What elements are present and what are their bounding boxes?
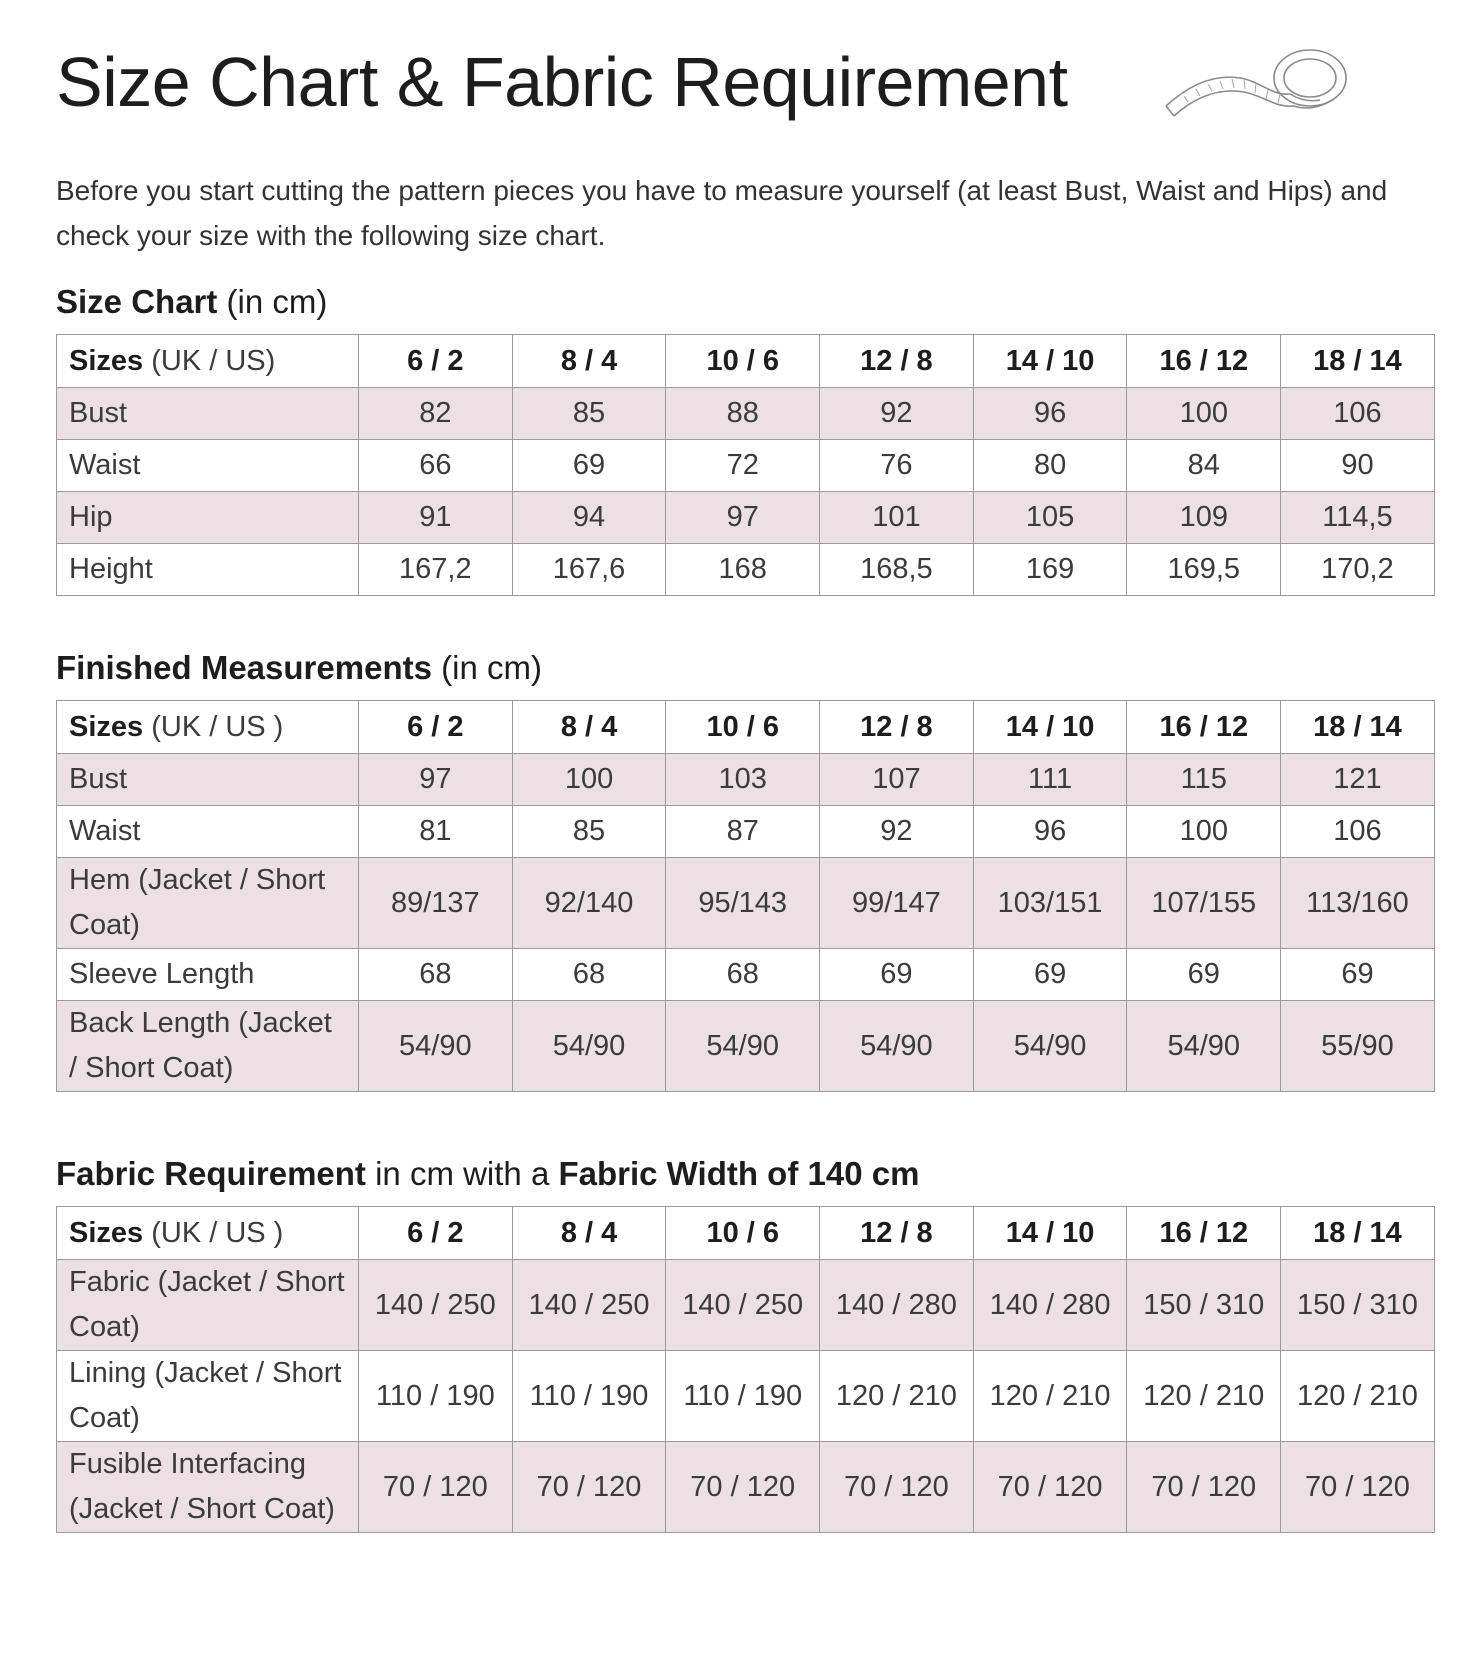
table-cell: 110 / 190 bbox=[666, 1351, 820, 1442]
table-cell: 168 bbox=[666, 544, 820, 596]
table-cell: 96 bbox=[973, 388, 1127, 440]
table-cell: 54/90 bbox=[1127, 1001, 1281, 1092]
size-header-cell: 18 / 14 bbox=[1281, 701, 1435, 754]
table-cell: 70 / 120 bbox=[1281, 1442, 1435, 1533]
row-label: Back Length (Jacket / Short Coat) bbox=[57, 1001, 359, 1092]
table-row bbox=[57, 1351, 1435, 1442]
table-row bbox=[57, 949, 1435, 1001]
table-cell: 107 bbox=[820, 754, 974, 806]
finished-heading-bold: Finished Measurements bbox=[56, 649, 432, 686]
table-cell: 100 bbox=[1127, 806, 1281, 858]
table-cell: 107/155 bbox=[1127, 858, 1281, 949]
table-cell: 69 bbox=[1281, 949, 1435, 1001]
table-cell: 140 / 280 bbox=[973, 1260, 1127, 1351]
table-cell: 120 / 210 bbox=[1127, 1351, 1281, 1442]
row-label: Waist bbox=[57, 440, 359, 492]
table-cell: 70 / 120 bbox=[359, 1442, 513, 1533]
fabric-heading-mid: in cm with a bbox=[365, 1155, 559, 1192]
size-header-cell: 14 / 10 bbox=[973, 335, 1127, 388]
sizes-header-cell bbox=[57, 335, 359, 388]
size-header-cell: 14 / 10 bbox=[973, 701, 1127, 754]
size-header-cell: 12 / 8 bbox=[820, 1207, 974, 1260]
table-cell: 81 bbox=[359, 806, 513, 858]
table-cell: 169 bbox=[973, 544, 1127, 596]
row-label: Fabric (Jacket / Short Coat) bbox=[57, 1260, 359, 1351]
table-cell: 111 bbox=[973, 754, 1127, 806]
fabric-heading-width: Fabric Width of 140 cm bbox=[558, 1155, 920, 1192]
table-cell: 54/90 bbox=[359, 1001, 513, 1092]
table-cell: 140 / 250 bbox=[666, 1260, 820, 1351]
table-cell: 97 bbox=[359, 754, 513, 806]
table-cell: 110 / 190 bbox=[359, 1351, 513, 1442]
size-chart-table bbox=[56, 334, 1435, 596]
row-label: Bust bbox=[57, 388, 359, 440]
size-header-cell: 12 / 8 bbox=[820, 335, 974, 388]
size-chart-heading-unit: (in cm) bbox=[217, 283, 328, 320]
table-cell: 168,5 bbox=[820, 544, 974, 596]
table-row bbox=[57, 1442, 1435, 1533]
table-cell: 99/147 bbox=[820, 858, 974, 949]
table-cell: 69 bbox=[1127, 949, 1281, 1001]
sizes-header-unit: (UK / US ) bbox=[143, 710, 284, 743]
sizes-header-label: Sizes bbox=[69, 1216, 144, 1249]
sizes-header-label: Sizes bbox=[69, 344, 144, 377]
finished-measurements-table bbox=[56, 700, 1435, 1092]
table-cell: 167,2 bbox=[359, 544, 513, 596]
table-cell: 85 bbox=[512, 806, 666, 858]
size-header-cell: 8 / 4 bbox=[512, 1207, 666, 1260]
table-cell: 150 / 310 bbox=[1281, 1260, 1435, 1351]
table-cell: 54/90 bbox=[973, 1001, 1127, 1092]
table-row bbox=[57, 1260, 1435, 1351]
table-cell: 121 bbox=[1281, 754, 1435, 806]
size-header-cell: 12 / 8 bbox=[820, 701, 974, 754]
table-cell: 70 / 120 bbox=[666, 1442, 820, 1533]
size-header-cell: 10 / 6 bbox=[666, 701, 820, 754]
header-row bbox=[57, 335, 1435, 388]
table-cell: 101 bbox=[820, 492, 974, 544]
table-cell: 91 bbox=[359, 492, 513, 544]
table-cell: 68 bbox=[359, 949, 513, 1001]
table-cell: 70 / 120 bbox=[1127, 1442, 1281, 1533]
size-header-cell: 6 / 2 bbox=[359, 1207, 513, 1260]
table-cell: 114,5 bbox=[1281, 492, 1435, 544]
intro-text: Before you start cutting the pattern pieces you have to measure yourself (at least Bust, Waist and Hips) and check your size with the following size chart. bbox=[56, 175, 1388, 251]
header-row bbox=[57, 1207, 1435, 1260]
table-cell: 120 / 210 bbox=[820, 1351, 974, 1442]
finished-heading-unit: (in cm) bbox=[431, 649, 542, 686]
table-cell: 106 bbox=[1281, 806, 1435, 858]
size-header-cell: 10 / 6 bbox=[666, 335, 820, 388]
table-cell: 106 bbox=[1281, 388, 1435, 440]
table-cell: 90 bbox=[1281, 440, 1435, 492]
row-label: Bust bbox=[57, 754, 359, 806]
sizes-header-cell bbox=[57, 701, 359, 754]
size-header-cell: 16 / 12 bbox=[1127, 701, 1281, 754]
size-header-cell: 18 / 14 bbox=[1281, 335, 1435, 388]
table-cell: 72 bbox=[666, 440, 820, 492]
size-chart-heading-bold: Size Chart bbox=[56, 283, 218, 320]
table-cell: 100 bbox=[512, 754, 666, 806]
table-cell: 167,6 bbox=[512, 544, 666, 596]
table-cell: 89/137 bbox=[359, 858, 513, 949]
table-cell: 100 bbox=[1127, 388, 1281, 440]
table-row bbox=[57, 544, 1435, 596]
page-title: Size Chart & Fabric Requirement bbox=[56, 43, 1068, 121]
table-cell: 80 bbox=[973, 440, 1127, 492]
table-cell: 110 / 190 bbox=[512, 1351, 666, 1442]
size-header-cell: 16 / 12 bbox=[1127, 335, 1281, 388]
table-cell: 84 bbox=[1127, 440, 1281, 492]
table-row bbox=[57, 858, 1435, 949]
table-cell: 140 / 250 bbox=[359, 1260, 513, 1351]
table-cell: 54/90 bbox=[512, 1001, 666, 1092]
table-cell: 115 bbox=[1127, 754, 1281, 806]
finished-measurements-heading bbox=[56, 648, 542, 688]
sizes-header-unit: (UK / US) bbox=[143, 344, 276, 377]
table-cell: 54/90 bbox=[820, 1001, 974, 1092]
table-row bbox=[57, 440, 1435, 492]
row-label: Fusible Interfacing (Jacket / Short Coat) bbox=[57, 1442, 359, 1533]
table-cell: 103 bbox=[666, 754, 820, 806]
row-label: Sleeve Length bbox=[57, 949, 359, 1001]
measuring-tape-icon bbox=[1160, 44, 1350, 126]
size-header-cell: 6 / 2 bbox=[359, 335, 513, 388]
table-cell: 70 / 120 bbox=[512, 1442, 666, 1533]
table-cell: 120 / 210 bbox=[973, 1351, 1127, 1442]
table-row bbox=[57, 1001, 1435, 1092]
table-row bbox=[57, 806, 1435, 858]
sizes-header-cell bbox=[57, 1207, 359, 1260]
table-cell: 55/90 bbox=[1281, 1001, 1435, 1092]
table-cell: 120 / 210 bbox=[1281, 1351, 1435, 1442]
row-label: Waist bbox=[57, 806, 359, 858]
row-label: Lining (Jacket / Short Coat) bbox=[57, 1351, 359, 1442]
table-cell: 82 bbox=[359, 388, 513, 440]
table-cell: 105 bbox=[973, 492, 1127, 544]
table-cell: 150 / 310 bbox=[1127, 1260, 1281, 1351]
row-label: Hip bbox=[57, 492, 359, 544]
size-header-cell: 8 / 4 bbox=[512, 335, 666, 388]
row-label: Height bbox=[57, 544, 359, 596]
table-cell: 69 bbox=[820, 949, 974, 1001]
fabric-requirement-table bbox=[56, 1206, 1435, 1533]
fabric-requirement-heading bbox=[56, 1154, 919, 1194]
table-cell: 76 bbox=[820, 440, 974, 492]
table-row bbox=[57, 492, 1435, 544]
table-cell: 96 bbox=[973, 806, 1127, 858]
table-cell: 95/143 bbox=[666, 858, 820, 949]
table-cell: 109 bbox=[1127, 492, 1281, 544]
table-cell: 68 bbox=[666, 949, 820, 1001]
size-header-cell: 10 / 6 bbox=[666, 1207, 820, 1260]
size-header-cell: 6 / 2 bbox=[359, 701, 513, 754]
table-cell: 70 / 120 bbox=[973, 1442, 1127, 1533]
sizes-header-unit: (UK / US ) bbox=[143, 1216, 284, 1249]
table-cell: 97 bbox=[666, 492, 820, 544]
table-cell: 140 / 250 bbox=[512, 1260, 666, 1351]
table-row bbox=[57, 388, 1435, 440]
fabric-heading-bold: Fabric Requirement bbox=[56, 1155, 366, 1192]
header-row bbox=[57, 701, 1435, 754]
size-header-cell: 14 / 10 bbox=[973, 1207, 1127, 1260]
table-cell: 94 bbox=[512, 492, 666, 544]
table-cell: 92 bbox=[820, 388, 974, 440]
table-cell: 170,2 bbox=[1281, 544, 1435, 596]
table-cell: 54/90 bbox=[666, 1001, 820, 1092]
table-cell: 103/151 bbox=[973, 858, 1127, 949]
size-header-cell: 18 / 14 bbox=[1281, 1207, 1435, 1260]
table-cell: 140 / 280 bbox=[820, 1260, 974, 1351]
table-cell: 92 bbox=[820, 806, 974, 858]
row-label: Hem (Jacket / Short Coat) bbox=[57, 858, 359, 949]
sizes-header-label: Sizes bbox=[69, 710, 144, 743]
table-cell: 69 bbox=[512, 440, 666, 492]
table-cell: 66 bbox=[359, 440, 513, 492]
size-header-cell: 8 / 4 bbox=[512, 701, 666, 754]
size-header-cell: 16 / 12 bbox=[1127, 1207, 1281, 1260]
table-cell: 70 / 120 bbox=[820, 1442, 974, 1533]
size-chart-heading bbox=[56, 282, 327, 322]
table-cell: 169,5 bbox=[1127, 544, 1281, 596]
table-cell: 68 bbox=[512, 949, 666, 1001]
table-row bbox=[57, 754, 1435, 806]
table-cell: 92/140 bbox=[512, 858, 666, 949]
table-cell: 69 bbox=[973, 949, 1127, 1001]
table-cell: 87 bbox=[666, 806, 820, 858]
table-cell: 85 bbox=[512, 388, 666, 440]
table-cell: 88 bbox=[666, 388, 820, 440]
table-cell: 113/160 bbox=[1281, 858, 1435, 949]
